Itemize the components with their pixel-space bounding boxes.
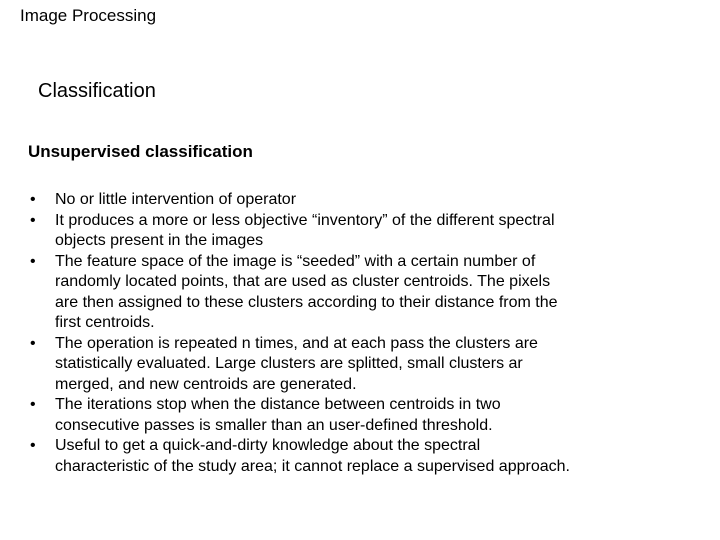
bullet-line: characteristic of the study area; it cannot replace a supervised approach. (55, 457, 570, 475)
bullet-line: objects present in the images (55, 232, 264, 249)
bullet-item (28, 252, 708, 334)
bullet-line: statistically evaluated. Large clusters are splitted, small clusters ar (55, 355, 523, 372)
bullet-line: merged, and new centroids are generated. (55, 375, 357, 393)
bullet-line: No or little intervention of operator (55, 191, 297, 208)
bullet-item (28, 395, 708, 436)
bullet-line: The iterations stop when the distance between centroids in two (55, 396, 501, 413)
bullet-item (28, 190, 708, 211)
bullet-item (28, 334, 708, 396)
bullet-marker: • (30, 211, 36, 229)
subtitle: Unsupervised classification (28, 142, 253, 161)
bullet-line: The operation is repeated n times, and at each pass the clusters are (55, 334, 538, 352)
bullet-marker: • (30, 191, 36, 208)
bullet-marker: • (30, 437, 36, 454)
bullet-marker: • (30, 252, 36, 270)
header-title: Image Processing (20, 6, 157, 25)
bullet-line: consecutive passes is smaller than an user-defined threshold. (55, 416, 493, 434)
bullet-item (28, 211, 708, 252)
bullet-line: are then assigned to these clusters according to their distance from the (55, 293, 558, 311)
bullet-line: The feature space of the image is “seeded” with a certain number of (55, 252, 536, 270)
bullet-line: Useful to get a quick-and-dirty knowledge about the spectral (55, 437, 481, 454)
bullet-marker: • (30, 334, 36, 352)
bullet-line: first centroids. (55, 314, 155, 331)
bullet-line: randomly located points, that are used as cluster centroids. The pixels (55, 273, 551, 290)
bullet-line: It produces a more or less objective “inventory” of the different spectral (55, 211, 555, 229)
bullet-item (28, 436, 708, 477)
bullet-marker: • (30, 396, 36, 413)
bullet-list (28, 190, 708, 477)
section-title: Classification (38, 80, 156, 102)
